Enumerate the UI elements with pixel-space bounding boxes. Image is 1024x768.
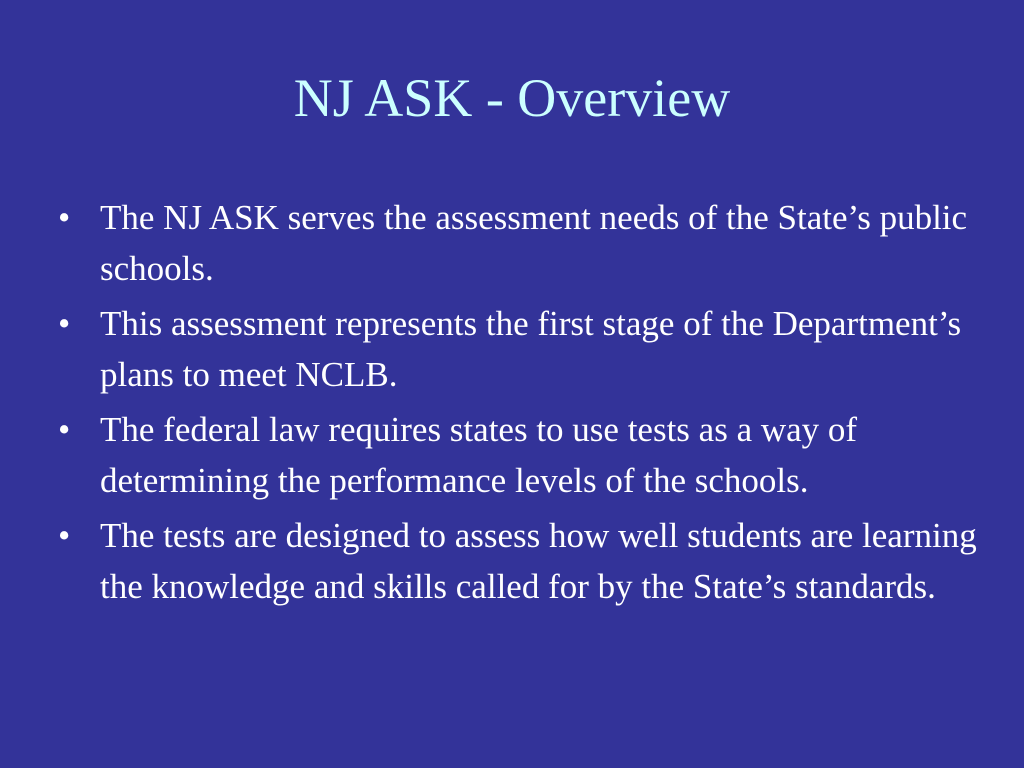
bullet-item [58, 298, 988, 400]
bullet-icon: • [58, 198, 71, 237]
bullet-item [58, 192, 988, 294]
bullet-icon: • [58, 516, 71, 555]
slide-title: NJ ASK - Overview [293, 68, 731, 128]
bullet-text: This assessment represents the first stage of the Department’s plans to meet NCLB. [100, 304, 962, 394]
bullet-icon: • [58, 410, 71, 449]
bullet-text: The tests are designed to assess how well students are learning the knowledge and skills called for by the State’s standards. [100, 516, 977, 606]
bullet-item [58, 404, 988, 506]
bullet-list [58, 192, 988, 616]
bullet-item [58, 510, 988, 612]
bullet-text: The NJ ASK serves the assessment needs of the State’s public schools. [100, 198, 968, 288]
bullet-icon: • [58, 304, 71, 343]
bullet-text: The federal law requires states to use tests as a way of determining the performance levels of the schools. [100, 410, 858, 500]
